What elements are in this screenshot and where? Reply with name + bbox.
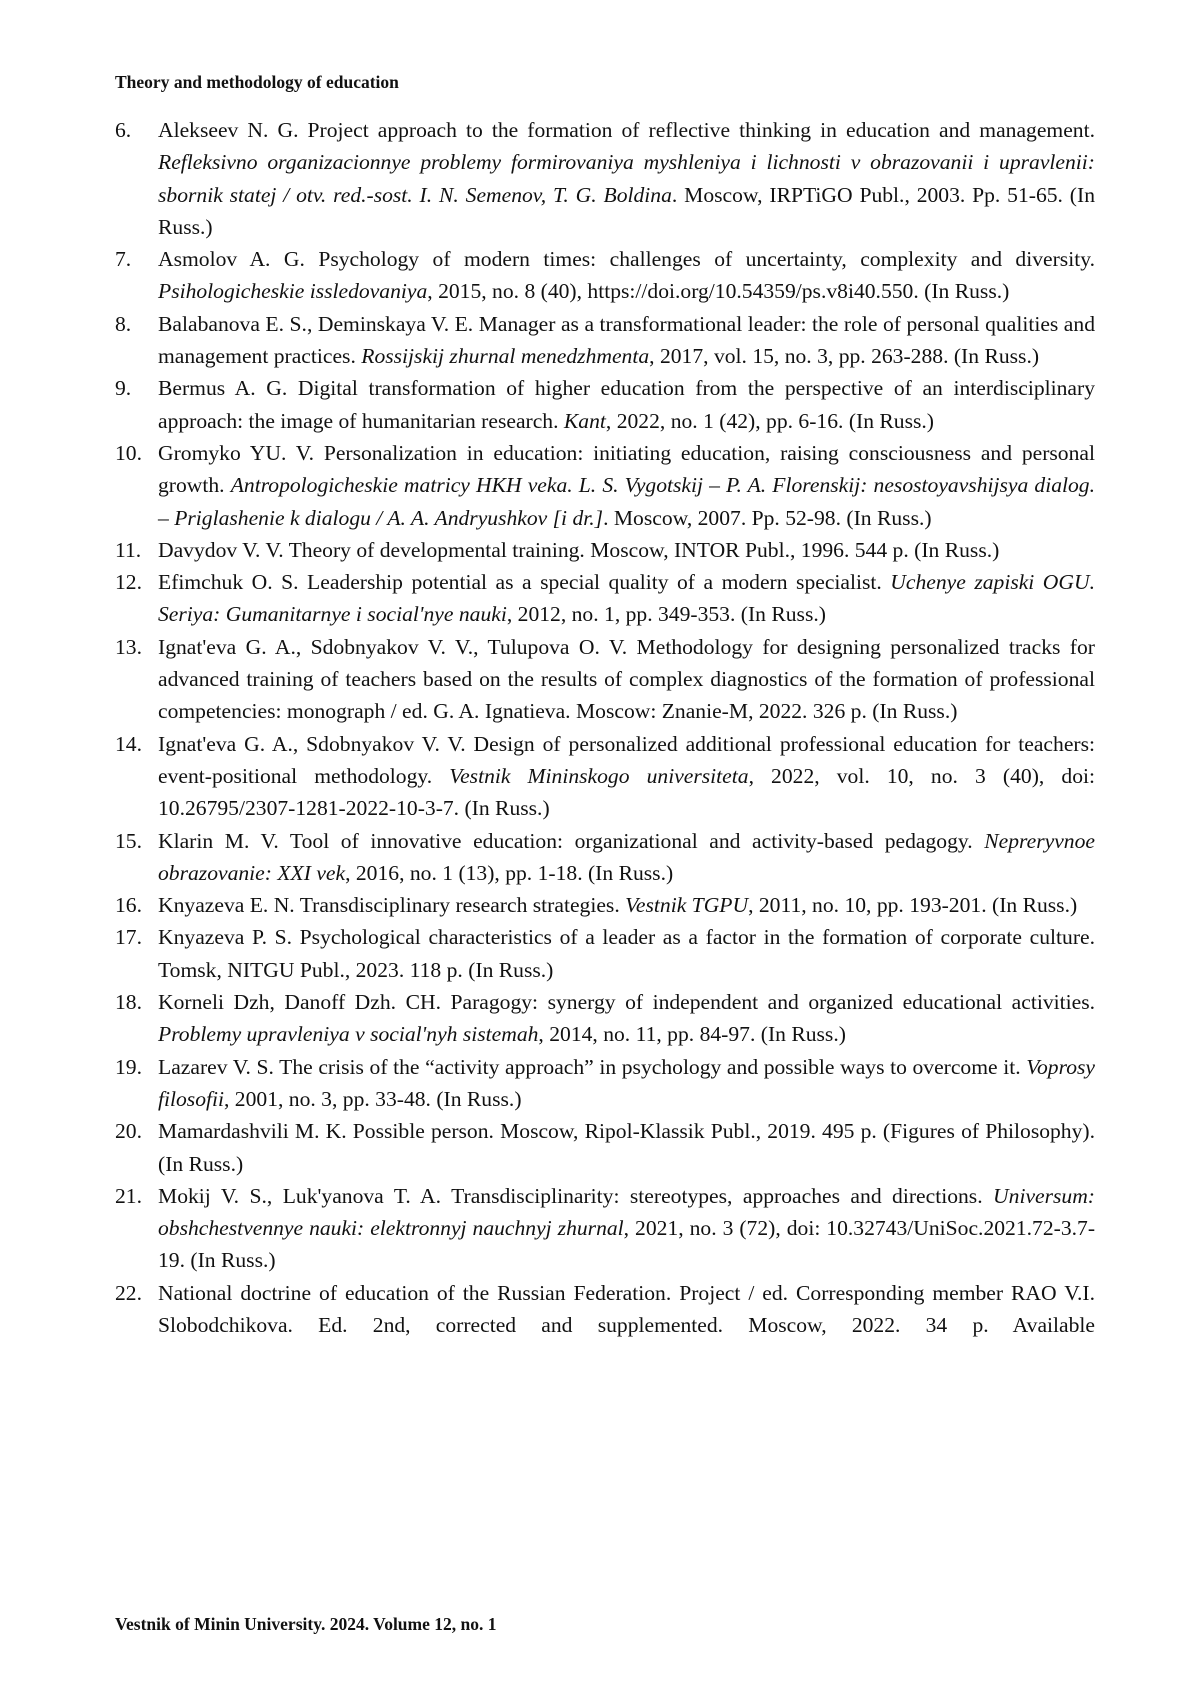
reference-number: 22. <box>115 1277 142 1309</box>
reference-number: 7. <box>115 243 131 275</box>
reference-text: Bermus A. G. Digital transformation of higher education from the perspective of an interdisciplinary approach: the image of humanitarian research. <box>158 376 1095 432</box>
reference-number: 20. <box>115 1115 142 1147</box>
reference-text: Mamardashvili M. K. Possible person. Moscow, Ripol-Klassik Publ., 2019. 495 p. (Figures of Philosophy). (In Russ.) <box>158 1119 1095 1175</box>
reference-item <box>115 1051 1095 1116</box>
reference-item <box>115 889 1095 921</box>
reference-source-title: Antropologicheskie matricy HKH veka. L. S. Vygotskij – P. A. Florenskij: nesostoyavshijsya dialog. – Priglashenie k dialogu / A. A. Andryushkov [i dr.] <box>158 473 1095 529</box>
reference-text: . Moscow, IRPTiGO Publ., 2003. Pp. 51-65. (In Russ.) <box>158 183 1095 239</box>
reference-number: 16. <box>115 889 142 921</box>
reference-text: , 2022, no. 1 (42), pp. 6-16. (In Russ.) <box>606 409 934 433</box>
reference-item <box>115 1180 1095 1277</box>
reference-source-title: Vestnik TGPU <box>625 893 748 917</box>
reference-text: Klarin M. V. Tool of innovative education: organizational and activity-based pedagogy. <box>158 829 984 853</box>
reference-source-title: Refleksivno organizacionnye problemy formirovaniya myshleniya i lichnosti v obrazovanii i upravlenii: sbornik statej / otv. red.-sost. I. N. Semenov, T. G. Boldina <box>158 150 1095 206</box>
running-header: Theory and methodology of education <box>115 72 399 93</box>
reference-number: 17. <box>115 921 142 953</box>
reference-text: Korneli Dzh, Danoff Dzh. CH. Paragogy: synergy of independent and organized educational activities. <box>158 990 1095 1014</box>
reference-item <box>115 534 1095 566</box>
reference-number: 8. <box>115 308 131 340</box>
reference-number: 19. <box>115 1051 142 1083</box>
reference-text: National doctrine of education of the Russian Federation. Project / ed. Corresponding member RAO V.I. Slobodchikova. Ed. 2nd, corrected and supplemented. Moscow, 2022. 34 p. Available <box>158 1281 1095 1337</box>
reference-source-title: Kant <box>564 409 606 433</box>
reference-number: 13. <box>115 631 142 663</box>
reference-text: Davydov V. V. Theory of developmental training. Moscow, INTOR Publ., 1996. 544 p. (In Russ.) <box>158 538 999 562</box>
reference-text: , 2012, no. 1, pp. 349-353. (In Russ.) <box>507 602 826 626</box>
reference-list <box>115 114 1095 1341</box>
reference-source-title: Psihologicheskie issledovaniya <box>158 279 427 303</box>
reference-item <box>115 372 1095 437</box>
reference-item <box>115 728 1095 825</box>
reference-source-title: Uchenye zapiski OGU. Seriya: Gumanitarnye i social'nye nauki <box>158 570 1095 626</box>
reference-text: Gromyko YU. V. Personalization in education: initiating education, raising consciousness and personal growth. <box>158 441 1095 497</box>
reference-number: 6. <box>115 114 131 146</box>
reference-text: Ignat'eva G. A., Sdobnyakov V. V. Design of personalized additional professional education for teachers: event-positional methodology. <box>158 732 1095 788</box>
reference-text: Balabanova E. S., Deminskaya V. E. Manager as a transformational leader: the role of personal qualities and management practices. <box>158 312 1095 368</box>
reference-number: 15. <box>115 825 142 857</box>
reference-source-title: Problemy upravleniya v social'nyh sistemah <box>158 1022 538 1046</box>
reference-item <box>115 566 1095 631</box>
reference-item <box>115 437 1095 534</box>
reference-text: , 2011, no. 10, pp. 193-201. (In Russ.) <box>748 893 1077 917</box>
page-footer: Vestnik of Minin University. 2024. Volume 12, no. 1 <box>115 1614 497 1635</box>
reference-text: , 2014, no. 11, pp. 84-97. (In Russ.) <box>538 1022 846 1046</box>
reference-text: , 2001, no. 3, pp. 33-48. (In Russ.) <box>224 1087 522 1111</box>
reference-item <box>115 986 1095 1051</box>
reference-text: Knyazeva E. N. Transdisciplinary research strategies. <box>158 893 625 917</box>
reference-source-title: Vestnik Mininskogo universiteta <box>449 764 748 788</box>
reference-text: Knyazeva P. S. Psychological characteristics of a leader as a factor in the formation of corporate culture. Tomsk, NITGU Publ., 2023. 118 p. (In Russ.) <box>158 925 1095 981</box>
reference-item <box>115 921 1095 986</box>
reference-text: Efimchuk O. S. Leadership potential as a special quality of a modern specialist. <box>158 570 890 594</box>
reference-source-title: Voprosy filosofii <box>158 1055 1095 1111</box>
reference-number: 11. <box>115 534 141 566</box>
reference-item <box>115 308 1095 373</box>
reference-text: , 2016, no. 1 (13), pp. 1-18. (In Russ.) <box>345 861 673 885</box>
reference-text: Mokij V. S., Luk'yanova T. A. Transdisciplinarity: stereotypes, approaches and directions. <box>158 1184 993 1208</box>
reference-text: Alekseev N. G. Project approach to the formation of reflective thinking in education and management. <box>158 118 1095 142</box>
reference-text: , 2015, no. 8 (40), https://doi.org/10.54359/ps.v8i40.550. (In Russ.) <box>427 279 1009 303</box>
reference-item <box>115 631 1095 728</box>
reference-text: , 2022, vol. 10, no. 3 (40), doi: 10.26795/2307-1281-2022-10-3-7. (In Russ.) <box>158 764 1095 820</box>
reference-text: Ignat'eva G. A., Sdobnyakov V. V., Tulupova O. V. Methodology for designing personalized tracks for advanced training of teachers based on the results of complex diagnostics of the formation of professional competencies: monograph / ed. G. A. Ignatieva. Moscow: Znanie-M, 2022. 326 p. (In Russ.) <box>158 635 1095 724</box>
reference-item <box>115 114 1095 243</box>
reference-text: Lazarev V. S. The crisis of the “activity approach” in psychology and possible ways to overcome it. <box>158 1055 1026 1079</box>
reference-number: 12. <box>115 566 142 598</box>
reference-item <box>115 1115 1095 1180</box>
reference-text: , 2017, vol. 15, no. 3, pp. 263-288. (In Russ.) <box>649 344 1039 368</box>
reference-number: 21. <box>115 1180 142 1212</box>
reference-item <box>115 825 1095 890</box>
reference-number: 10. <box>115 437 142 469</box>
reference-item <box>115 1277 1095 1342</box>
reference-number: 18. <box>115 986 142 1018</box>
reference-source-title: Nepreryvnoe obrazovanie: XXI vek <box>158 829 1095 885</box>
reference-text: Asmolov A. G. Psychology of modern times: challenges of uncertainty, complexity and diversity. <box>158 247 1095 271</box>
reference-source-title: Rossijskij zhurnal menedzhmenta <box>361 344 649 368</box>
reference-text: . Moscow, 2007. Pp. 52-98. (In Russ.) <box>603 506 932 530</box>
reference-item <box>115 243 1095 308</box>
reference-number: 9. <box>115 372 131 404</box>
reference-text: , 2021, no. 3 (72), doi: 10.32743/UniSoc.2021.72-3.7-19. (In Russ.) <box>158 1216 1095 1272</box>
reference-source-title: Universum: obshchestvennye nauki: elektronnyj nauchnyj zhurnal <box>158 1184 1095 1240</box>
reference-number: 14. <box>115 728 142 760</box>
